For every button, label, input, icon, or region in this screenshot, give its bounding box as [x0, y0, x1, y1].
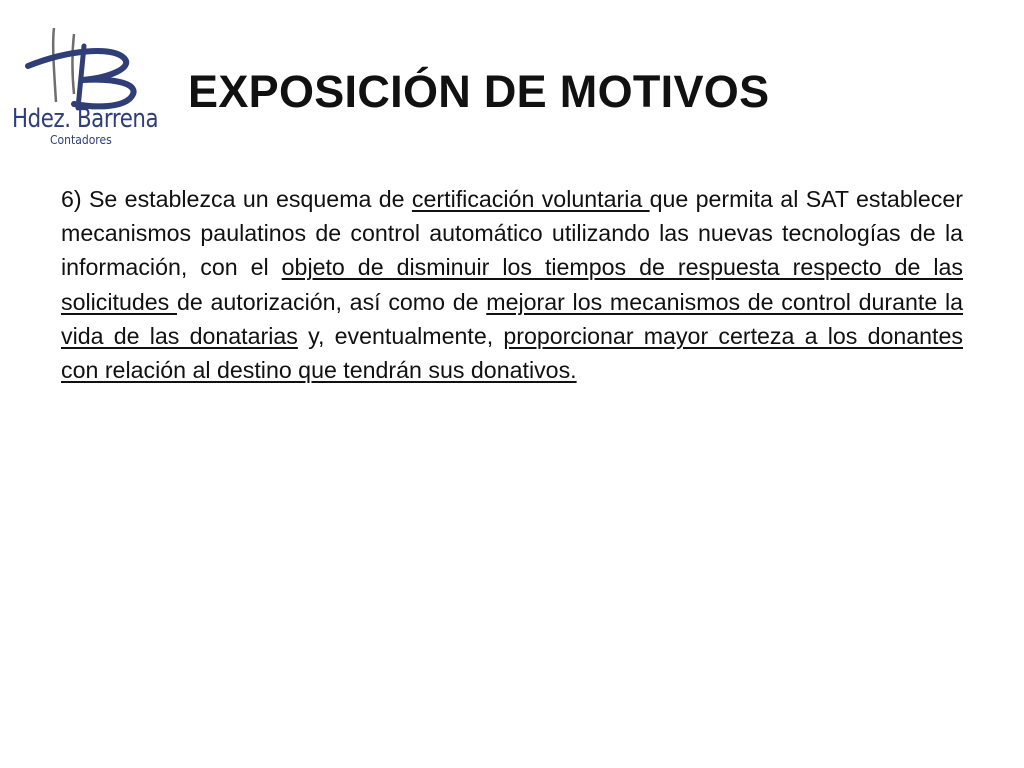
slide-title: EXPOSICIÓN DE MOTIVOS: [188, 66, 770, 117]
text-segment: y, eventualmente,: [297, 322, 504, 349]
logo-company-subtitle: Contadores: [50, 133, 112, 147]
text-segment: que permita al SAT establecer mecanismos paulatinos de control automático utilizando las nuevas tecnologías de la información, con el: [61, 186, 963, 281]
underlined-text-segment: mejorar los mecanismos de control durante la vida de las donatarias: [61, 288, 963, 349]
hb-monogram-icon: [8, 24, 158, 114]
company-logo: [8, 24, 158, 154]
underlined-text-segment: proporcionar mayor certeza a los donantes con relación al destino que tendrán sus donativos.: [61, 322, 963, 384]
underlined-text-segment: certificación voluntaria: [411, 186, 650, 212]
logo-company-name: Hdez. Barrena: [12, 104, 159, 134]
underlined-text-segment: objeto de disminuir los tiempos de respuesta respecto de las solicitudes: [61, 254, 963, 315]
body-paragraph: [61, 182, 963, 387]
text-segment: de autorización, así como de: [176, 288, 487, 315]
text-segment: 6) Se establezca un esquema de: [61, 186, 412, 212]
